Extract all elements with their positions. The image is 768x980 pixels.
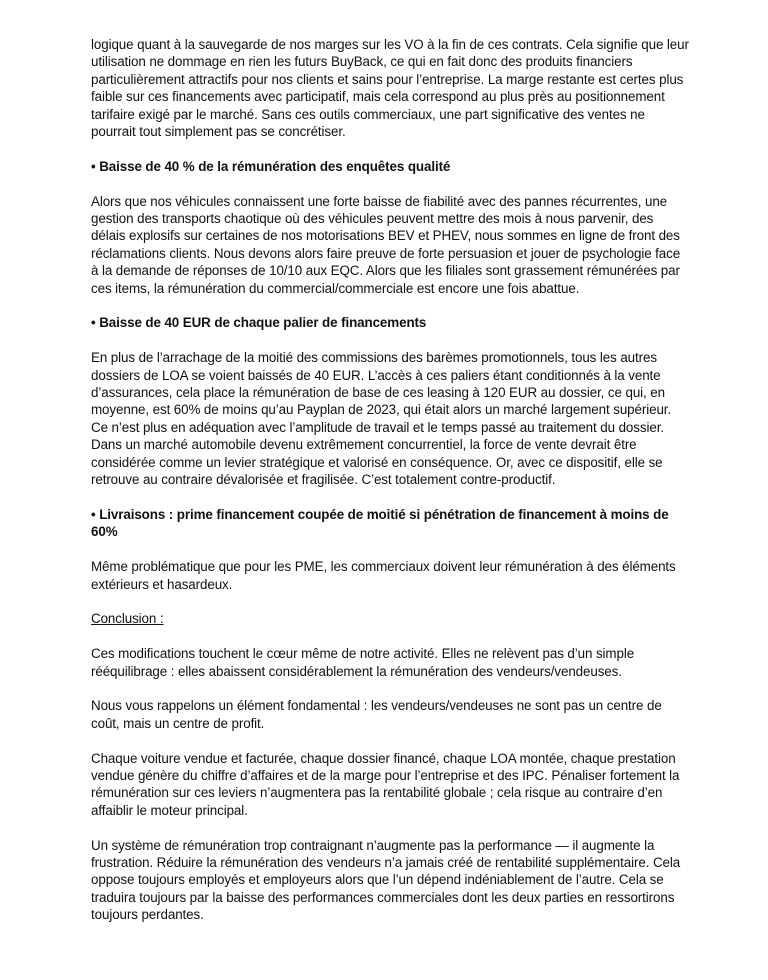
section-body-financing-tiers: En plus de l’arrachage de la moitié des commissions des barèmes promotionnels, tous les autres dossiers de LOA se voient baissés de 40 EUR. L’accès à ces paliers étant conditionnés à la vente d’assurances, cela place la rémunération de base de ces leasing à 120 EUR au dossier, ce qui, en moyenne, est 60% de moins qu’au Payplan de 2023, qui était alors un marché largement supérieur. Ce n’est plus en adéquation avec l’amplitude de travail et le temps passé au traitement du dossier. Dans un marché automobile devenu extrêmement concurrentiel, la force de vente devrait être considérée comme un levier stratégique et valorisé en conséquence. Or, avec ce dispositif, elle se retrouve au contraire dévalorisée et fragilisée. C’est totalement contre-productif. bbox=[91, 350, 672, 488]
section-heading-deliveries: • Livraisons : prime financement coupée de moitié si pénétration de financement à moins de 60% bbox=[91, 506, 669, 540]
conclusion-paragraph: Ces modifications touchent le cœur même de notre activité. Elles ne relèvent pas d’un simple rééquilibrage : elles abaissent considérablement la rémunération des vendeurs/vendeuses. bbox=[91, 646, 635, 679]
conclusion-title: Conclusion : bbox=[91, 611, 164, 627]
section-body-quality-surveys: Alors que nos véhicules connaissent une forte baisse de fiabilité avec des pannes récurrentes, une gestion des transports chaotique où des véhicules peuvent mettre des mois à nous parvenir, des délais explosifs sur certaines de nos motorisations BEV et PHEV, nous sommes en ligne de front des réclamations clients. Nous devons alors faire preuve de forte persuasion et jouer de psychologie face à la demande de réponses de 10/10 aux EQC. Alors que les filiales sont grassement rémunérées par ces items, la rémunération du commercial/commerciale est encore une fois abattue. bbox=[91, 193, 681, 296]
conclusion-paragraph: Chaque voiture vendue et facturée, chaque dossier financé, chaque LOA montée, chaque prestation vendue génère du chiffre d’affaires et de la marge pour l’entreprise et des IPC. Pénaliser fortement la rémunération sur ces leviers n’augmentera pas la rentabilité globale ; cela risque au contraire d’en affaiblir le moteur principal. bbox=[91, 750, 680, 818]
section-body-deliveries: Même problématique que pour les PME, les commerciaux doivent leur rémunération à des éléments extérieurs et hasardeux. bbox=[91, 559, 676, 592]
document-page bbox=[91, 36, 691, 941]
conclusion-paragraph: Un système de rémunération trop contraignant n’augmente pas la performance — il augmente la frustration. Réduire la rémunération des vendeurs n’a jamais créé de rentabilité supplémentaire. Cela oppose toujours employés et employeurs alors que l’un dépend indéniablement de l’autre. Cela se traduira toujours par la baisse des performances commerciales dont les deux parties en ressortirons toujours perdantes. bbox=[91, 837, 681, 923]
conclusion-paragraph: Nous vous rappelons un élément fondamental : les vendeurs/vendeuses ne sont pas un centre de coût, mais un centre de profit. bbox=[91, 698, 662, 731]
intro-paragraph: logique quant à la sauvegarde de nos marges sur les VO à la fin de ces contrats. Cela signifie que leur utilisation ne dommage en rien les futurs BuyBack, ce qui en fait donc des produits financiers particulièrement attractifs pour nos clients et sains pour l’entreprise. La marge restante est certes plus faible sur ces financements avec participatif, mais cela correspond au plus près au positionnement tarifaire exigé par le marché. Sans ces outils commerciaux, une part significative des ventes ne pourrait tout simplement pas se concrétiser. bbox=[91, 37, 689, 140]
section-heading-quality-surveys: • Baisse de 40 % de la rémunération des enquêtes qualité bbox=[91, 158, 451, 174]
section-heading-financing-tiers: • Baisse de 40 EUR de chaque palier de financements bbox=[91, 315, 427, 331]
